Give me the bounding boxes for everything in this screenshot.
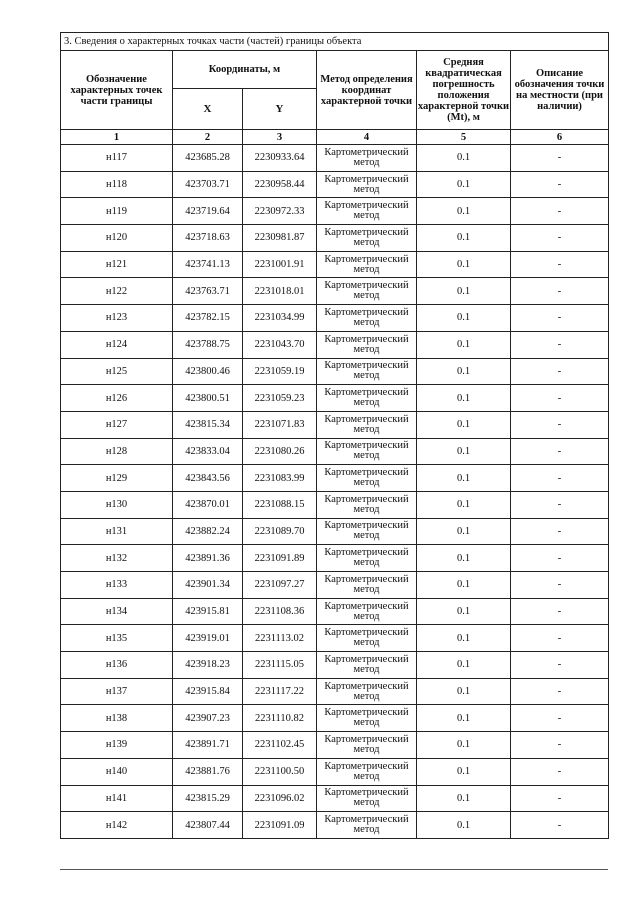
table-row — [61, 225, 609, 252]
point-designation: н125 — [61, 358, 173, 385]
point-designation: н135 — [61, 625, 173, 652]
table-row — [61, 705, 609, 732]
method-cell: Картометрический метод — [317, 225, 417, 252]
method-cell: Картометрический метод — [317, 171, 417, 198]
point-designation: н126 — [61, 385, 173, 412]
table-row — [61, 438, 609, 465]
table-row — [61, 598, 609, 625]
coordinate-y: 2231091.09 — [243, 812, 317, 839]
footer-divider — [60, 869, 608, 870]
description-cell: - — [511, 545, 609, 572]
document-sheet — [60, 32, 608, 839]
description-cell: - — [511, 278, 609, 305]
method-cell: Картометрический метод — [317, 491, 417, 518]
coordinate-x: 423800.51 — [173, 385, 243, 412]
description-cell: - — [511, 198, 609, 225]
table-row — [61, 251, 609, 278]
point-designation: н127 — [61, 411, 173, 438]
point-designation: н123 — [61, 305, 173, 332]
error-value: 0.1 — [417, 732, 511, 759]
coordinate-x: 423882.24 — [173, 518, 243, 545]
error-value: 0.1 — [417, 278, 511, 305]
description-cell: - — [511, 678, 609, 705]
table-row — [61, 198, 609, 225]
column-number: 6 — [511, 130, 609, 145]
method-cell: Картометрический метод — [317, 411, 417, 438]
error-value: 0.1 — [417, 305, 511, 332]
method-cell: Картометрический метод — [317, 198, 417, 225]
table-row — [61, 625, 609, 652]
header-description: Описание обозначения точки на местности (при наличии) — [511, 51, 609, 130]
method-cell: Картометрический метод — [317, 438, 417, 465]
error-value: 0.1 — [417, 385, 511, 412]
table-row — [61, 465, 609, 492]
error-value: 0.1 — [417, 198, 511, 225]
point-designation: н120 — [61, 225, 173, 252]
description-cell: - — [511, 305, 609, 332]
coordinate-y: 2231018.01 — [243, 278, 317, 305]
error-value: 0.1 — [417, 331, 511, 358]
coordinate-y: 2230972.33 — [243, 198, 317, 225]
description-cell: - — [511, 465, 609, 492]
error-value: 0.1 — [417, 812, 511, 839]
point-designation: н128 — [61, 438, 173, 465]
point-designation: н133 — [61, 572, 173, 599]
description-cell: - — [511, 598, 609, 625]
error-value: 0.1 — [417, 652, 511, 679]
method-cell: Картометрический метод — [317, 305, 417, 332]
point-designation: н121 — [61, 251, 173, 278]
point-designation: н142 — [61, 812, 173, 839]
method-cell: Картометрический метод — [317, 758, 417, 785]
description-cell: - — [511, 491, 609, 518]
description-cell: - — [511, 331, 609, 358]
boundary-points-table — [60, 32, 609, 839]
description-cell: - — [511, 358, 609, 385]
coordinate-x: 423719.64 — [173, 198, 243, 225]
coordinate-x: 423891.36 — [173, 545, 243, 572]
description-cell: - — [511, 518, 609, 545]
point-designation: н117 — [61, 145, 173, 172]
point-designation: н118 — [61, 171, 173, 198]
coordinate-y: 2231043.70 — [243, 331, 317, 358]
coordinate-x: 423815.29 — [173, 785, 243, 812]
description-cell: - — [511, 225, 609, 252]
method-cell: Картометрический метод — [317, 732, 417, 759]
table-body — [61, 145, 609, 839]
method-cell: Картометрический метод — [317, 572, 417, 599]
coordinate-x: 423833.04 — [173, 438, 243, 465]
table-row — [61, 518, 609, 545]
table-row — [61, 758, 609, 785]
table-row — [61, 331, 609, 358]
coordinate-y: 2230958.44 — [243, 171, 317, 198]
coordinate-y: 2231096.02 — [243, 785, 317, 812]
coordinate-y: 2231100.50 — [243, 758, 317, 785]
table-row — [61, 732, 609, 759]
coordinate-x: 423718.63 — [173, 225, 243, 252]
coordinate-x: 423685.28 — [173, 145, 243, 172]
method-cell: Картометрический метод — [317, 705, 417, 732]
description-cell: - — [511, 625, 609, 652]
point-designation: н139 — [61, 732, 173, 759]
error-value: 0.1 — [417, 678, 511, 705]
coordinate-x: 423703.71 — [173, 171, 243, 198]
point-designation: н124 — [61, 331, 173, 358]
point-designation: н137 — [61, 678, 173, 705]
coordinate-x: 423915.84 — [173, 678, 243, 705]
column-number: 2 — [173, 130, 243, 145]
coordinate-y: 2231034.99 — [243, 305, 317, 332]
column-number: 4 — [317, 130, 417, 145]
column-number: 5 — [417, 130, 511, 145]
point-designation: н138 — [61, 705, 173, 732]
description-cell: - — [511, 145, 609, 172]
coordinate-x: 423815.34 — [173, 411, 243, 438]
method-cell: Картометрический метод — [317, 518, 417, 545]
header-coordinates: Координаты, м — [173, 51, 317, 89]
table-row — [61, 678, 609, 705]
coordinate-x: 423763.71 — [173, 278, 243, 305]
method-cell: Картометрический метод — [317, 598, 417, 625]
coordinate-y: 2231001.91 — [243, 251, 317, 278]
coordinate-x: 423843.56 — [173, 465, 243, 492]
coordinate-x: 423741.13 — [173, 251, 243, 278]
method-cell: Картометрический метод — [317, 812, 417, 839]
coordinate-x: 423907.23 — [173, 705, 243, 732]
coordinate-x: 423800.46 — [173, 358, 243, 385]
coordinate-y: 2231117.22 — [243, 678, 317, 705]
header-method: Метод определения координат характерной точки — [317, 51, 417, 130]
coordinate-x: 423918.23 — [173, 652, 243, 679]
method-cell: Картометрический метод — [317, 385, 417, 412]
table-row — [61, 572, 609, 599]
coordinate-y: 2231110.82 — [243, 705, 317, 732]
point-designation: н130 — [61, 491, 173, 518]
method-cell: Картометрический метод — [317, 785, 417, 812]
coordinate-y: 2231071.83 — [243, 411, 317, 438]
description-cell: - — [511, 705, 609, 732]
error-value: 0.1 — [417, 225, 511, 252]
error-value: 0.1 — [417, 491, 511, 518]
description-cell: - — [511, 812, 609, 839]
coordinate-y: 2231083.99 — [243, 465, 317, 492]
table-row — [61, 278, 609, 305]
table-row — [61, 358, 609, 385]
coordinate-x: 423870.01 — [173, 491, 243, 518]
coordinate-x: 423807.44 — [173, 812, 243, 839]
column-numbers-row — [61, 130, 609, 145]
table-row — [61, 145, 609, 172]
point-designation: н131 — [61, 518, 173, 545]
method-cell: Картометрический метод — [317, 331, 417, 358]
error-value: 0.1 — [417, 705, 511, 732]
point-designation: н140 — [61, 758, 173, 785]
error-value: 0.1 — [417, 545, 511, 572]
method-cell: Картометрический метод — [317, 678, 417, 705]
header-x: X — [173, 89, 243, 130]
description-cell: - — [511, 385, 609, 412]
error-value: 0.1 — [417, 518, 511, 545]
coordinate-y: 2231108.36 — [243, 598, 317, 625]
point-designation: н129 — [61, 465, 173, 492]
coordinate-y: 2231059.19 — [243, 358, 317, 385]
coordinate-x: 423919.01 — [173, 625, 243, 652]
point-designation: н132 — [61, 545, 173, 572]
coordinate-y: 2231059.23 — [243, 385, 317, 412]
method-cell: Картометрический метод — [317, 625, 417, 652]
error-value: 0.1 — [417, 758, 511, 785]
point-designation: н141 — [61, 785, 173, 812]
coordinate-y: 2230981.87 — [243, 225, 317, 252]
coordinate-y: 2231091.89 — [243, 545, 317, 572]
method-cell: Картометрический метод — [317, 145, 417, 172]
coordinate-x: 423915.81 — [173, 598, 243, 625]
error-value: 0.1 — [417, 251, 511, 278]
coordinate-x: 423891.71 — [173, 732, 243, 759]
coordinate-y: 2231115.05 — [243, 652, 317, 679]
table-row — [61, 491, 609, 518]
error-value: 0.1 — [417, 465, 511, 492]
column-number: 1 — [61, 130, 173, 145]
header-error: Средняя квадратическая погрешность положения характерной точки (Mt), м — [417, 51, 511, 130]
method-cell: Картометрический метод — [317, 465, 417, 492]
coordinate-x: 423901.34 — [173, 572, 243, 599]
point-designation: н119 — [61, 198, 173, 225]
header-y: Y — [243, 89, 317, 130]
method-cell: Картометрический метод — [317, 545, 417, 572]
coordinate-y: 2231102.45 — [243, 732, 317, 759]
method-cell: Картометрический метод — [317, 251, 417, 278]
description-cell: - — [511, 251, 609, 278]
description-cell: - — [511, 411, 609, 438]
description-cell: - — [511, 652, 609, 679]
error-value: 0.1 — [417, 598, 511, 625]
coordinate-y: 2230933.64 — [243, 145, 317, 172]
coordinate-y: 2231088.15 — [243, 491, 317, 518]
error-value: 0.1 — [417, 358, 511, 385]
method-cell: Картометрический метод — [317, 278, 417, 305]
table-row — [61, 652, 609, 679]
error-value: 0.1 — [417, 145, 511, 172]
table-row — [61, 171, 609, 198]
description-cell: - — [511, 171, 609, 198]
coordinate-y: 2231113.02 — [243, 625, 317, 652]
error-value: 0.1 — [417, 572, 511, 599]
coordinate-x: 423782.15 — [173, 305, 243, 332]
error-value: 0.1 — [417, 785, 511, 812]
error-value: 0.1 — [417, 438, 511, 465]
coordinate-y: 2231080.26 — [243, 438, 317, 465]
point-designation: н136 — [61, 652, 173, 679]
coordinate-y: 2231089.70 — [243, 518, 317, 545]
description-cell: - — [511, 785, 609, 812]
description-cell: - — [511, 572, 609, 599]
error-value: 0.1 — [417, 625, 511, 652]
table-row — [61, 385, 609, 412]
table-row — [61, 411, 609, 438]
description-cell: - — [511, 758, 609, 785]
header-designation: Обозначение характерных точек части границы — [61, 51, 173, 130]
coordinate-x: 423788.75 — [173, 331, 243, 358]
table-row — [61, 545, 609, 572]
table-row — [61, 305, 609, 332]
error-value: 0.1 — [417, 411, 511, 438]
point-designation: н122 — [61, 278, 173, 305]
table-row — [61, 785, 609, 812]
description-cell: - — [511, 732, 609, 759]
point-designation: н134 — [61, 598, 173, 625]
coordinate-y: 2231097.27 — [243, 572, 317, 599]
table-row — [61, 812, 609, 839]
method-cell: Картометрический метод — [317, 358, 417, 385]
table-caption: 3. Сведения о характерных точках части (частей) границы объекта — [61, 33, 609, 51]
column-number: 3 — [243, 130, 317, 145]
error-value: 0.1 — [417, 171, 511, 198]
description-cell: - — [511, 438, 609, 465]
method-cell: Картометрический метод — [317, 652, 417, 679]
coordinate-x: 423881.76 — [173, 758, 243, 785]
